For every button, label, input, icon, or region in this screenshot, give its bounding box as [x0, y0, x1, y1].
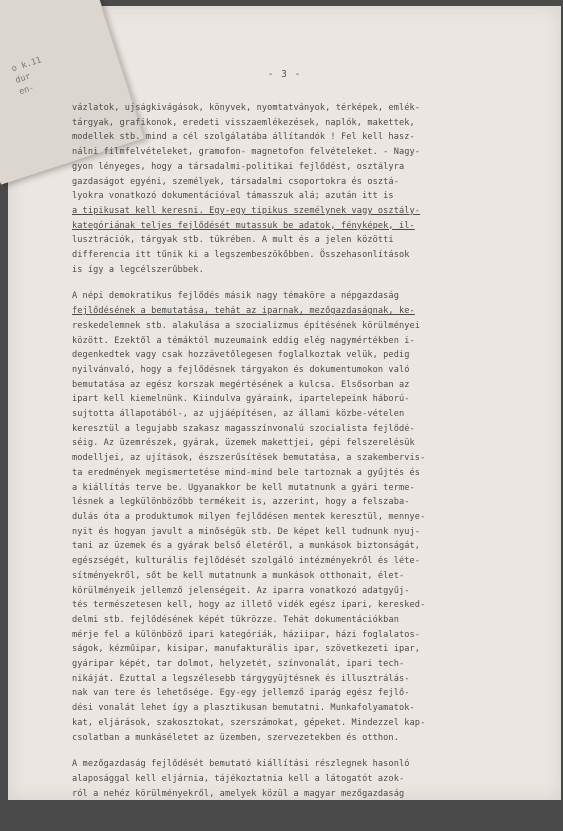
text-line: gazdaságot egyéni, személyek, társadalmi csoportokra és osztá- — [72, 176, 399, 187]
text-line: kategóriának teljes fejlődését mutassuk be adatok, fényképek, il- — [72, 220, 415, 231]
text-line: ról a nehéz körülményekről, amelyek közül a magyar mezőgazdaság — [72, 788, 405, 799]
text-line: ta eredmények megismertetése mind-mind bele tartoznak a gyűjtés és — [72, 467, 421, 478]
text-line: körülményeik jellemző jelenségeit. Az iparra vonatkozó adatgyűj- — [72, 585, 410, 596]
text-line: sujtotta állapotából-, az ujjáépítésen, az állami közbe-vételen — [72, 409, 405, 420]
text-line: kat, eljárások, szakosztokat, szerszámokat, gépeket. Mindezzel kap- — [72, 717, 426, 728]
document-body — [72, 101, 532, 831]
text-line: bemutatása az egész korszak megértésének a kulcsa. Elsősorban az — [72, 379, 410, 390]
text-line: lusztrációk, tárgyak stb. tükrében. A mult és a jelen közötti — [72, 235, 394, 246]
text-line: lésnek a legkülönbözőbb termékeit is, azzerint, hogy a felszaba- — [72, 497, 410, 508]
text-line: alaposággal kell eljárnia, tájékoztatnia kell a látogatót azok- — [72, 773, 405, 784]
text-line: differencia itt tűnik ki a legszembeszökőbben. Összehasonlítások — [72, 250, 410, 261]
text-line: tés természetesen kell, hogy az illető vidék egész ipari, keresked- — [72, 600, 426, 611]
folded-corner-line: en- — [17, 82, 36, 98]
text-line: 1945-ben elindult, a földreform eredményeiről, a dolgozó paraszt- — [72, 803, 415, 814]
text-line: nak van tere és lehetősége. Egy-egy jellemző iparág egész fejlő- — [72, 688, 410, 699]
text-line: A népi demokratikus fejlődés másik nagy témaköre a népgazdaság — [72, 291, 399, 302]
text-line: delmi stb. fejlődésének képét tükrözze. Tehát dokumentációkban — [72, 614, 399, 625]
text-line: modelljei, az ujítások, észszerűsítések bemutatása, a szakembervis- — [72, 453, 426, 464]
text-line: dési vonalát lehet így a plasztikusan bemutatni. Munkafolyamatok- — [72, 703, 415, 714]
text-line: dulás óta a produktumok milyen fejlődésen mentek keresztül, mennye- — [72, 511, 426, 522]
text-line: gyon lényeges, hogy a társadalmi-politikai fejlődést, osztályra — [72, 161, 405, 172]
text-line: ságok, kézműipar, kisipar, manufakturális ipar, szövetkezeti ipar, — [72, 644, 421, 655]
text-line: ipart kell kiemelnünk. Kiindulva gyáraink, ipartelepeink háború- — [72, 394, 410, 405]
text-line: reskedelemnek stb. alakulása a szocializmus építésének körülményei — [72, 320, 421, 331]
text-line: a tipikusat kell keresni. Egy-egy tipikus személynek vagy osztály- — [72, 205, 421, 216]
text-line: tárgyak, grafikonok, eredeti visszaemlékezések, naplók, makettek, — [72, 117, 415, 128]
text-line: csolatban a munkáséletet az üzemben, szervezetekben és otthon. — [72, 732, 399, 743]
text-line: egészségét, kulturális fejlődését szolgáló intézményekről és léte- — [72, 556, 421, 567]
document-page — [8, 6, 561, 829]
text-line: között. Ezektől a témáktól muzeumaink eddig elég nagymértékben i- — [72, 335, 415, 346]
text-line: lyokra vonatkozó dokumentációval támasszuk alá; azután itt is — [72, 191, 394, 202]
text-line: A mezőgazdaság fejlődését bemutató kiállítási részlegnek hasonló — [72, 759, 410, 770]
text-line: a kiállítás terve be. Ugyanakkor be kell mutatnunk a gyári terme- — [72, 482, 415, 493]
text-line: vázlatok, ujságkivágások, könyvek, nyomtatványok, térképek, emlék- — [72, 103, 421, 113]
folded-corner-line: o k.11 — [10, 55, 43, 75]
text-line: fejlődésének a bemutatása, tehát az iparnak, mezőgazdaságnak, ke- — [72, 306, 415, 317]
text-line: séig. Az üzemrészek, gyárak, üzemek makettjei, gépi felszerelésük — [72, 438, 415, 449]
text-line: is így a legcélszerűbbek. — [72, 264, 204, 275]
text-line: tani az üzemek és a gyárak belső életéről, a munkások biztonságát, — [72, 541, 421, 552]
paragraph-3 — [72, 757, 532, 831]
text-line: nikáját. Ezuttal a legszélesebb tárgygyüjtésnek és illusztrálás- — [72, 673, 410, 684]
text-line: degenkedtek vagy csak hozzávetőlegesen foglalkoztak velük, pedig — [72, 350, 410, 361]
text-line: gyáripar képét, tar dolmot, helyzetét, színvonalát, ipari tech- — [72, 659, 405, 670]
paragraph-1 — [72, 101, 532, 277]
text-line: sítményekről, sőt be kell mutatnunk a munkások otthonait, élet- — [72, 570, 405, 581]
paragraph-2 — [72, 289, 532, 745]
text-line: nyilvánvaló, hogy a fejlődésnek tárgyakon és dokumentumokon való — [72, 364, 410, 375]
text-line: keresztül a legujabb szakasz magasszínvonalú szocialista fejlődé- — [72, 423, 415, 434]
folded-corner-line: dur — [14, 71, 32, 86]
text-line: modellek stb. mind a cél szolgálatába állítandók ! Fel kell hasz- — [72, 132, 415, 143]
page-number: - 3 - — [267, 69, 302, 80]
text-line: nálni filmfelvételeket, gramofon- magnetofon felvételeket. - Nagy- — [72, 147, 421, 158]
text-line: nyit és hogyan javult a minőségük stb. De képet kell tudnunk nyuj- — [72, 526, 421, 537]
text-line: ságnak a korszakban elért sikereiről, a termelőszövetkezeti mozga- — [72, 818, 421, 829]
text-line: mérje fel a különböző ipari kategóriák, háziipar, házi foglalatos- — [72, 629, 421, 640]
